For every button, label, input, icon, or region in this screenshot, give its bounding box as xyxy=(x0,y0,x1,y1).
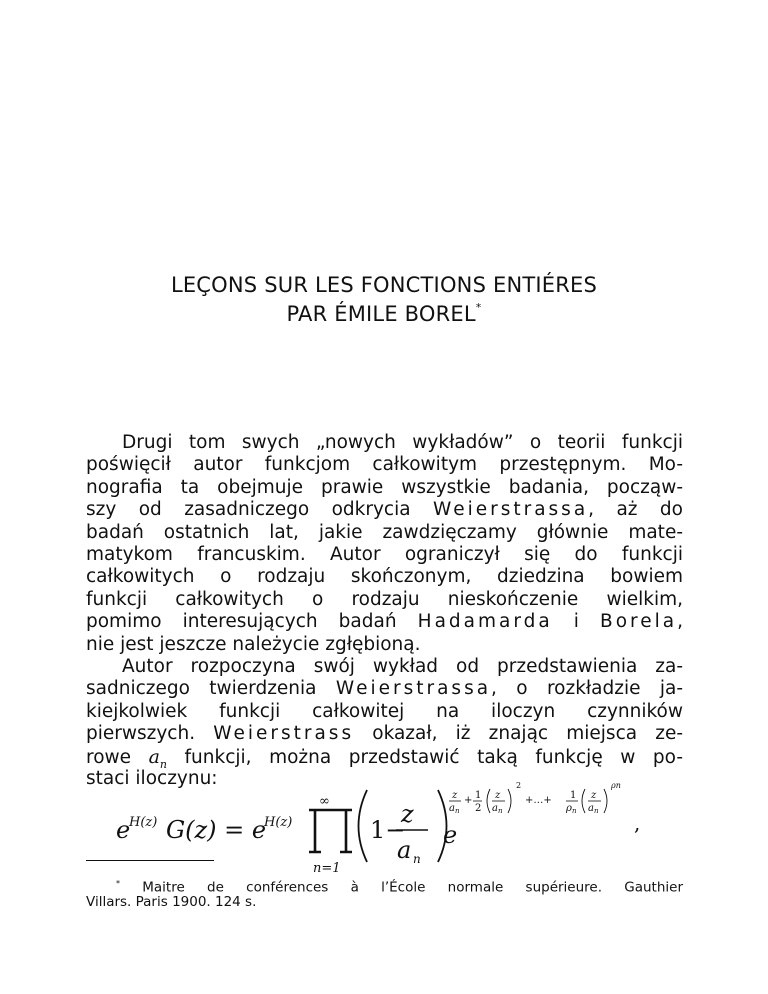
exp-z: z xyxy=(452,790,458,801)
product-sign-icon xyxy=(309,810,352,852)
spaced-name-weierstrassa: Weierstrassa xyxy=(432,499,589,521)
text-span: sadniczego twierdzenia xyxy=(86,678,317,700)
footnote-mark: * xyxy=(116,879,120,888)
footnote-line: Villars. Paris 1900. 124 s. xyxy=(86,894,257,910)
fraction-denominator-a: a xyxy=(397,836,412,864)
review-paragraph-1 xyxy=(86,432,683,656)
book-title-line-1: LEÇONS SUR LES FONCTIONS ENTIÉRES xyxy=(170,273,598,297)
exp-right-paren-icon xyxy=(508,789,511,813)
text-line: funkcji całkowitych o rodzaju nieskończenie wielkim, xyxy=(86,588,683,610)
text-span: funkcji, można przedstawić taką funkcję w po- xyxy=(184,746,683,768)
exp-z: z xyxy=(495,790,501,801)
exp-rho: ρ xyxy=(566,803,572,814)
text-line xyxy=(86,723,683,745)
text-line: kiejkolwiek funkcji całkowitej na iloczyn czynników xyxy=(86,700,683,722)
exp-square: 2 xyxy=(516,781,522,790)
exp-two: 2 xyxy=(475,803,482,814)
text-line: badań ostatnich lat, jakie zawdzięczamy głównie mate- xyxy=(86,521,683,543)
exp-a-sub: n xyxy=(498,807,503,815)
exp-z: z xyxy=(591,790,597,801)
title-footnote-mark: * xyxy=(475,301,482,314)
text-span: , aż do xyxy=(588,499,683,521)
exp-plus: + xyxy=(464,795,473,806)
fraction-denominator-subscript: n xyxy=(413,852,421,866)
exp-a: a xyxy=(492,803,498,814)
exp-left-paren-icon xyxy=(582,789,585,813)
exp-a: a xyxy=(588,803,594,814)
text-span: szy od zasadniczego odkrycia xyxy=(86,499,411,521)
review-paragraph-2 xyxy=(86,656,683,790)
footnote-line xyxy=(86,874,684,896)
text-line: całkowitych o rodzaju skończonym, dziedzina bowiem xyxy=(86,566,683,588)
text-line xyxy=(86,745,683,771)
spaced-name-weierstrass: Weierstrass xyxy=(213,723,355,745)
exp-one: 1 xyxy=(570,790,577,801)
fraction-numerator-z: z xyxy=(401,800,414,828)
text-span: i xyxy=(573,611,579,633)
book-title-line-2 xyxy=(0,302,768,326)
exp-rho-n-power: ρn xyxy=(611,781,621,790)
exp-rho-sub: n xyxy=(572,807,577,815)
text-span: pomimo interesujących badań xyxy=(86,611,397,633)
right-paren-icon xyxy=(438,790,447,862)
exp-a-sub: n xyxy=(455,807,460,815)
text-line: poświęcił autor funkcjom całkowitym przestępnym. Mo- xyxy=(86,454,683,476)
text-span: , xyxy=(677,611,683,633)
product-lower-limit: n=1 xyxy=(313,861,341,876)
formula-trailing-comma: , xyxy=(634,811,641,835)
exp-dots: +…+ xyxy=(525,795,552,806)
product-upper-limit: ∞ xyxy=(319,794,330,809)
exp-right-paren-icon xyxy=(604,789,607,813)
text-line: nie jest jeszcze należycie zgłębioną. xyxy=(86,633,421,655)
formula-exponent-H: H(z) xyxy=(129,815,158,830)
text-span: , o rozkładzie ja- xyxy=(491,678,683,700)
text-line xyxy=(86,611,683,633)
text-span: okazał, iż znając miejsca ze- xyxy=(372,723,683,745)
text-span: pierwszych. xyxy=(86,723,196,745)
math-subscript: n xyxy=(159,757,167,771)
text-line: Autor rozpoczyna swój wykład od przedstawienia za- xyxy=(122,656,683,677)
spaced-name-weierstrassa: Weierstrassa xyxy=(335,678,492,700)
exp-one: 1 xyxy=(475,790,482,801)
footnote-text: Maitre de conférences à l’École normale supérieure. Gauthier xyxy=(142,879,684,896)
exp-a: a xyxy=(449,803,455,814)
left-paren-icon xyxy=(359,790,368,862)
exponential-e: e xyxy=(443,821,458,849)
exp-left-paren-icon xyxy=(487,789,490,813)
footnote-divider xyxy=(86,860,214,861)
text-line: Drugi tom swych „nowych wykładów” o teorii funkcji xyxy=(122,432,683,453)
text-line xyxy=(86,499,683,521)
spaced-name-borela: Borela xyxy=(600,611,678,633)
spaced-name-hadamarda: Hadamarda xyxy=(417,611,553,633)
exp-a-sub: n xyxy=(594,807,599,815)
formula-e: e xyxy=(116,816,131,844)
text-line: nografia ta obejmuje prawie wszystkie badania, począw- xyxy=(86,476,683,498)
text-line: staci iloczynu: xyxy=(86,767,218,789)
math-variable-a-n xyxy=(148,745,167,771)
math-symbol: a xyxy=(148,745,160,768)
formula-G-equals-e: G(z) = e xyxy=(166,816,267,844)
formula-exponent-H: H(z) xyxy=(264,815,293,830)
book-title-author: PAR ÉMILE BOREL xyxy=(286,302,476,326)
text-line: matykom francuskim. Autor ograniczył się do funkcji xyxy=(86,543,683,565)
formula-one-minus: 1− xyxy=(370,816,406,844)
text-line xyxy=(86,678,683,700)
footnote xyxy=(86,874,683,912)
text-span: rowe xyxy=(86,746,132,768)
